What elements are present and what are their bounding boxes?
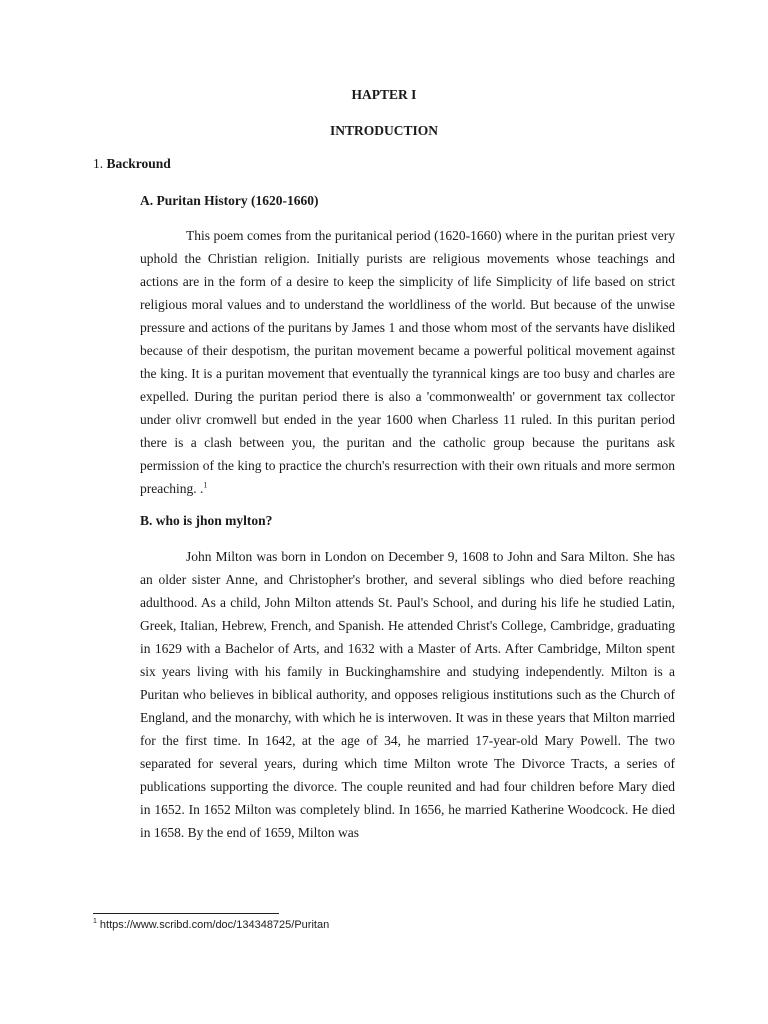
paragraph-text: This poem comes from the puritanical period (1620-1660) where in the puritan priest very uphold the Christian religion. Initially purists are religious movements whose teachings and actions are in the form of a desire to keep the simplicity of life Simplicity of life based on strict religious moral values and to understand the worldliness of the world. But because of the unwise pressure and actions of the puritans by James 1 and those whom most of the servants have disliked because of their despotism, the puritan movement became a powerful political movement against the king. It is a puritan movement that eventually the tyrannical kings are too busy and charles are expelled. During the puritan period there is also a 'commonwealth' or government tax collector under olivr cromwell but ended in the year 1600 when Charless 11 ruled. In this puritan period there is a clash between you, the puritan and the catholic group because the puritans ask permission of the king to practice the church's resurrection with their own rituals and more sermon preaching. . <box>140 228 675 496</box>
footnote-link[interactable]: https://www.scribd.com/doc/134348725/Puritan <box>99 919 330 931</box>
chapter-heading: HAPTER I <box>351 87 417 102</box>
footnote <box>93 919 329 931</box>
subsection-b-paragraph: John Milton was born in London on December 9, 1608 to John and Sara Milton. She has an older sister Anne, and Christopher's brother, and several siblings who died before reaching adulthood. As a child, John Milton attends St. Paul's School, and during his life he studied Latin, Greek, Italian, Hebrew, French, and Spanish. He attended Christ's College, Cambridge, graduating in 1629 with a Bachelor of Arts, and 1632 with a Master of Arts. After Cambridge, Milton spent six years living with his family in Buckinghamshire and studying independently. Milton is a Puritan who believes in biblical authority, and opposes religious institutions such as the Church of England, and the monarchy, with which he is interwoven. It was in these years that Milton married for the first time. In 1642, at the age of 34, he married 17-year-old Mary Powell. The two separated for several years, during which time Milton wrote The Divorce Tracts, a series of publications supporting the divorce. The couple reunited and had four children before Mary died in 1652. In 1652 Milton was completely blind. In 1656, he married Katherine Woodcock. He died in 1658. By the end of 1659, Milton was <box>140 549 675 840</box>
footnote-divider <box>93 913 279 914</box>
footnote-reference[interactable]: 1 <box>203 480 208 490</box>
section-number: 1. <box>93 156 104 171</box>
subsection-a-paragraph <box>140 224 675 500</box>
section-heading <box>93 156 171 172</box>
subsection-a-heading: A. Puritan History (1620-1660) <box>140 193 319 208</box>
footnote-number: 1 <box>93 918 97 926</box>
section-title: Backround <box>106 156 171 171</box>
introduction-heading: INTRODUCTION <box>329 123 438 138</box>
subsection-b-heading: B. who is jhon mylton? <box>140 513 273 528</box>
